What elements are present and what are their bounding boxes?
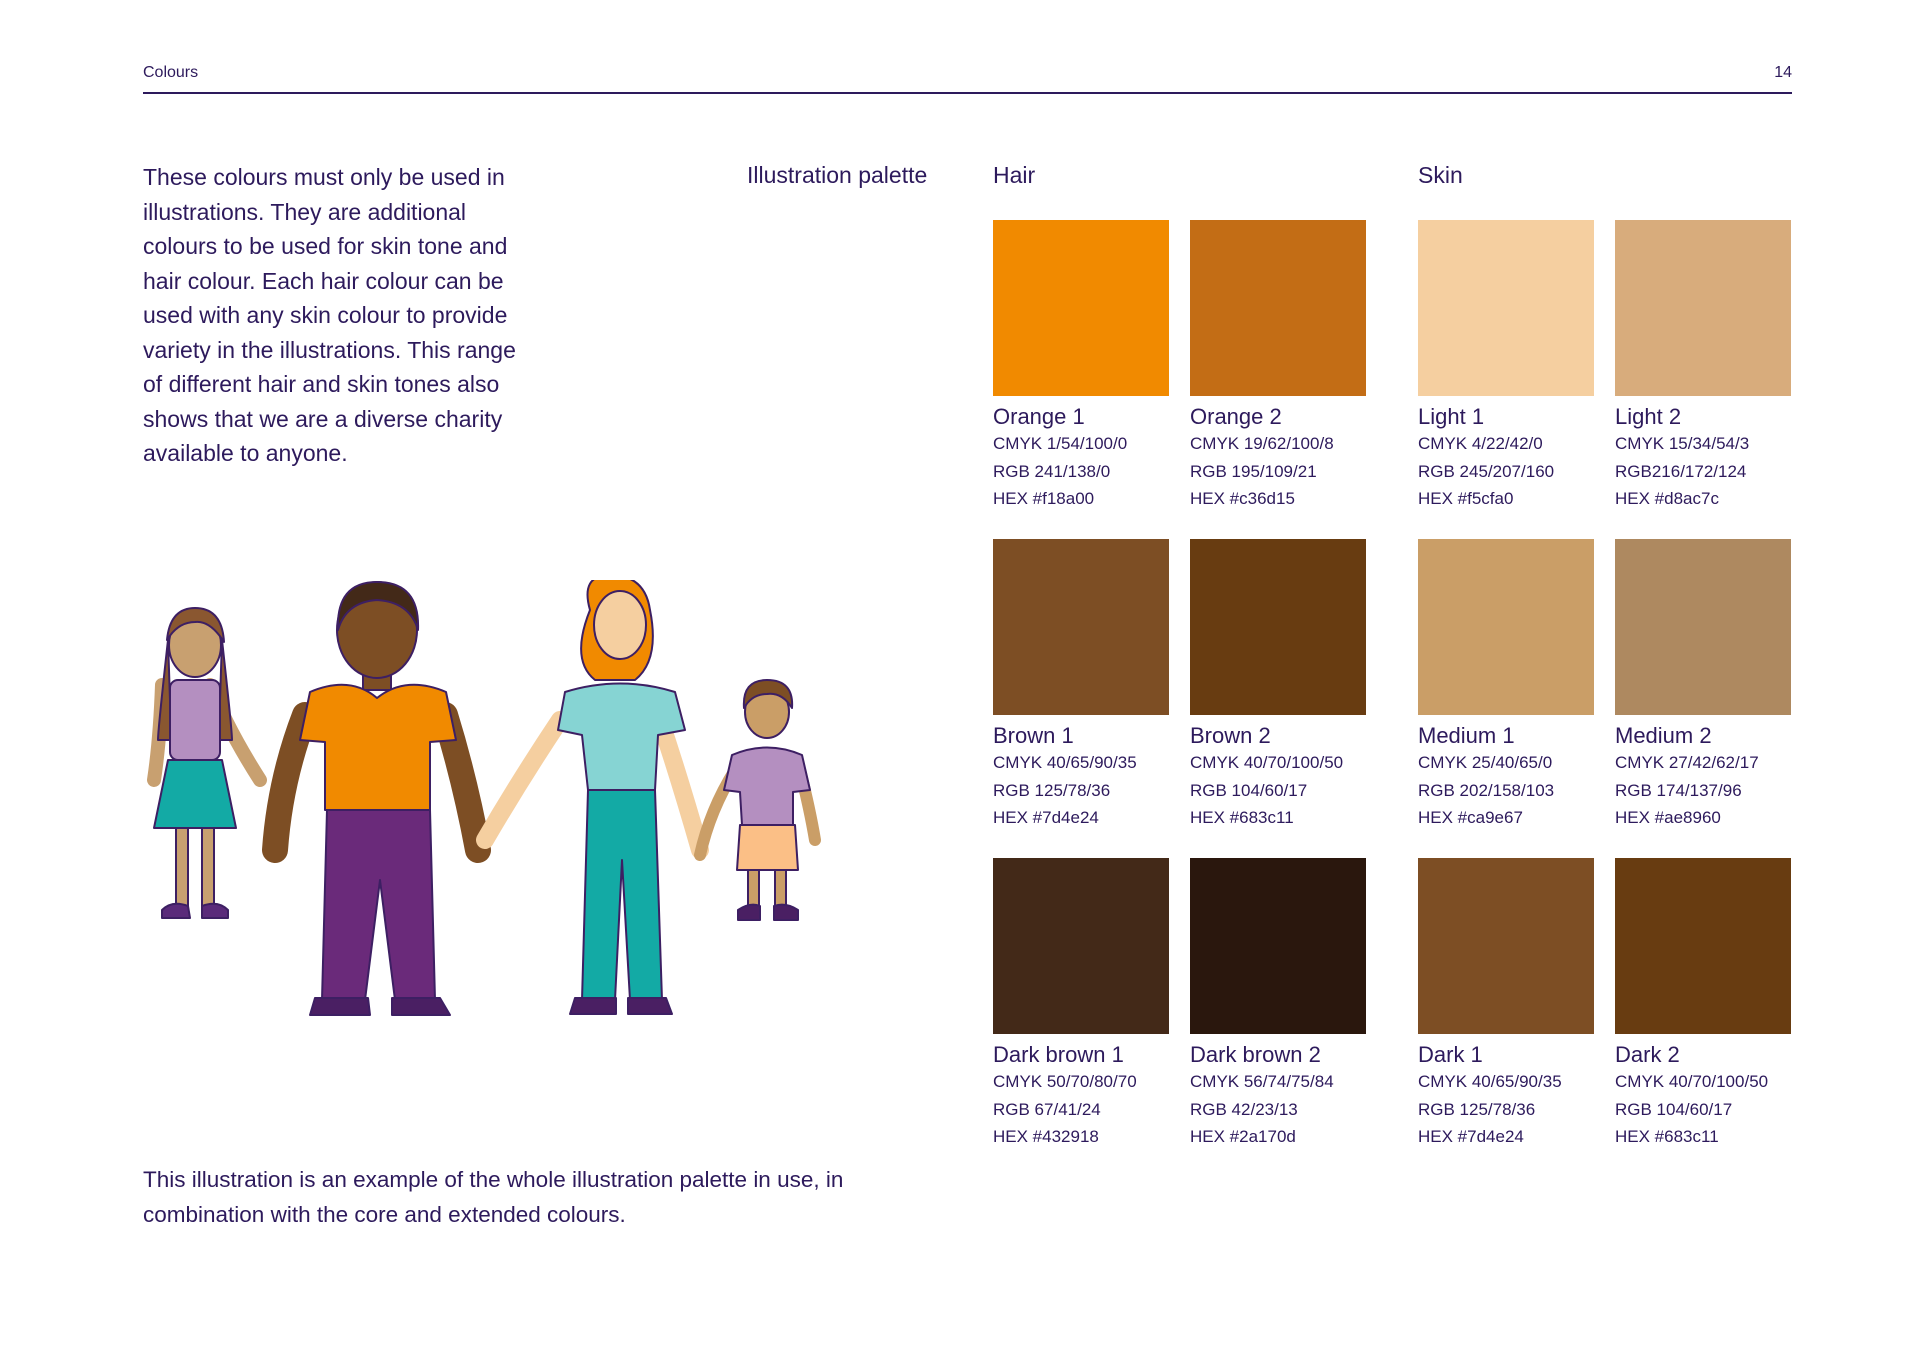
hair-swatch-orange-2 [1190,220,1366,513]
swatch-hex: HEX #2a170d [1190,1127,1296,1146]
swatch-name: Orange 1 [993,404,1085,429]
swatch-rgb: RGB 202/158/103 [1418,780,1555,800]
swatch-rgb: RGB 245/207/160 [1418,461,1555,481]
swatch-rgb: RGB 104/60/17 [1190,780,1308,800]
color-chip [1190,858,1366,1034]
swatch-hex: HEX #f18a00 [993,489,1095,508]
swatch-name: Dark brown 1 [993,1042,1124,1067]
swatch-hex: HEX #683c11 [1190,808,1294,827]
swatch-cmyk: CMYK 40/70/100/50 [1190,753,1344,772]
color-chip [1418,858,1594,1034]
man-figure [275,582,478,1015]
swatch-cmyk: CMYK 4/22/42/0 [1418,434,1543,453]
page-number: 14 [1774,64,1792,81]
color-chip [1190,539,1366,715]
swatch-name: Medium 2 [1615,723,1712,748]
swatch-name: Brown 2 [1190,723,1271,748]
swatch-cmyk: CMYK 15/34/54/3 [1615,434,1750,453]
swatch-hex: HEX #ca9e67 [1418,808,1523,827]
skin-swatch-light-1 [1418,220,1594,513]
color-chip [1615,220,1791,396]
swatch-hex: HEX #c36d15 [1190,489,1295,508]
skin-label: Skin [1418,162,1463,188]
skin-swatch-medium-2 [1615,539,1791,832]
page-header [143,64,1792,94]
skin-swatch-medium-1 [1418,539,1594,832]
swatch-name: Light 2 [1615,404,1682,429]
swatch-rgb: RGB 67/41/24 [993,1099,1101,1119]
swatch-cmyk: CMYK 1/54/100/0 [993,434,1128,453]
swatch-rgb: RGB 241/138/0 [993,461,1111,481]
swatch-name: Brown 1 [993,723,1074,748]
swatch-rgb: RGB 104/60/17 [1615,1099,1733,1119]
swatch-hex: HEX #683c11 [1615,1127,1719,1146]
intro-paragraph: These colours must only be used in illustrations. They are additional colours to be used for skin tone and hair colour. Each hair colour can be used with any skin colour to provide variety in the illustrations. This range of different hair and skin tones also shows that we are a diverse charity available to anyone. [143,164,516,466]
hair-swatch-brown-1 [993,539,1169,832]
swatch-cmyk: CMYK 40/70/100/50 [1615,1072,1769,1091]
swatch-cmyk: CMYK 40/65/90/35 [993,753,1137,772]
swatch-rgb: RGB 174/137/96 [1615,780,1742,800]
skin-swatch-dark-2 [1615,858,1791,1151]
color-chip [1418,220,1594,396]
color-chip [993,539,1169,715]
skin-swatch-dark-1 [1418,858,1594,1151]
swatch-rgb: RGB 125/78/36 [993,780,1111,800]
girl-figure [154,608,260,918]
swatch-hex: HEX #7d4e24 [1418,1127,1524,1146]
swatch-cmyk: CMYK 56/74/75/84 [1190,1072,1334,1091]
boy-figure [700,680,815,920]
swatch-name: Dark 2 [1615,1042,1680,1067]
hair-swatch-dark-brown-2 [1190,858,1366,1151]
swatch-rgb: RGB 42/23/13 [1190,1099,1298,1119]
swatch-cmyk: CMYK 27/42/62/17 [1615,753,1759,772]
swatch-rgb: RGB 125/78/36 [1418,1099,1536,1119]
swatch-name: Medium 1 [1418,723,1515,748]
illustration-caption: This illustration is an example of the whole illustration palette in use, in combination with the core and extended colours. [143,1167,844,1227]
swatch-hex: HEX #7d4e24 [993,808,1099,827]
hair-swatch-brown-2 [1190,539,1366,832]
skin-swatch-light-2 [1615,220,1791,513]
swatch-hex: HEX #ae8960 [1615,808,1721,827]
swatch-name: Orange 2 [1190,404,1282,429]
color-chip [1615,539,1791,715]
color-chip [993,220,1169,396]
swatch-name: Light 1 [1418,404,1485,429]
color-chip [993,858,1169,1034]
color-chip [1418,539,1594,715]
color-chip [1190,220,1366,396]
swatch-cmyk: CMYK 25/40/65/0 [1418,753,1553,772]
swatch-cmyk: CMYK 50/70/80/70 [993,1072,1137,1091]
swatch-hex: HEX #432918 [993,1127,1099,1146]
swatch-name: Dark brown 2 [1190,1042,1321,1067]
swatch-hex: HEX #f5cfa0 [1418,489,1514,508]
illustration-palette-label: Illustration palette [747,162,928,188]
swatch-rgb: RGB216/172/124 [1615,461,1747,481]
section-title: Colours [143,64,199,81]
hair-label: Hair [993,162,1036,188]
family-illustration [110,580,910,1140]
swatch-hex: HEX #d8ac7c [1615,489,1719,508]
hair-swatch-orange-1 [993,220,1169,513]
swatch-cmyk: CMYK 19/62/100/8 [1190,434,1334,453]
hair-swatch-dark-brown-1 [993,858,1169,1151]
woman-figure [485,580,700,1014]
color-chip [1615,858,1791,1034]
swatch-name: Dark 1 [1418,1042,1483,1067]
swatch-cmyk: CMYK 40/65/90/35 [1418,1072,1562,1091]
swatch-rgb: RGB 195/109/21 [1190,461,1317,481]
